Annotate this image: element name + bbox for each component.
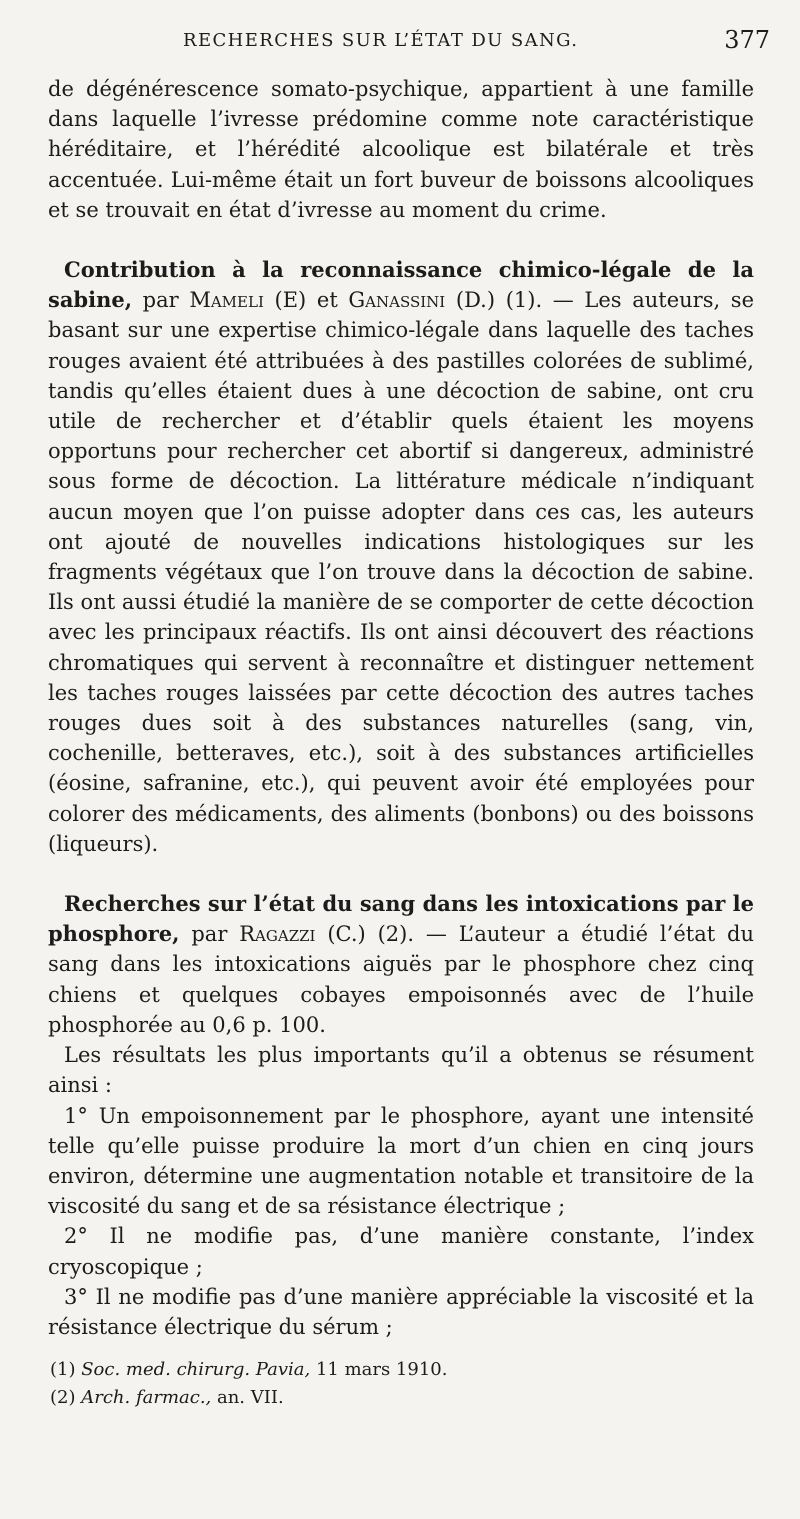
results-intro: Les résultats les plus importants qu’il a obtenus se résument ainsi : — [48, 1043, 754, 1098]
result-item: 3° Il ne modifie pas d’une manière appréciable la viscosité et la résistance électrique du sérum ; — [48, 1284, 754, 1339]
running-head — [48, 26, 770, 64]
author-name: Mameli — [189, 288, 264, 313]
article-contribution-sabine: Contribution à la reconnaissance chimico-légale de la sabine, par Mameli (E) et Ganassini (D.) (1). — Les auteurs, se basant sur une expertise chimico-légale dans laquelle des taches rouges avaient été attribuées à des pastilles colorées de sublimé, tandis qu’elles étaient dues à une décoction de sabine, ont cru utile de rechercher et d’établir quels étaient les moyens opportuns pour rechercher cet abortif si dangereux, administré sous forme de décoction. La littérature médicale n’indiquant aucun moyen que l’on puisse adopter dans ces cas, les auteurs ont ajouté de nouvelles indications histologiques sur les fragments végétaux que l’on trouve dans la décoction de sabine. Ils ont aussi étudié la manière de se comporter de cette décoction avec les principaux réactifs. Ils ont ainsi découvert des réactions chromatiques qui servent à reconnaître et distinguer nettement les taches rouges laissées par cette décoction des autres taches rouges dues soit à des substances naturelles (sang, vin, cochenille, betteraves, etc.), soit à des substances artificielles (éosine, safranine, etc.), qui peuvent avoir été employées pour colorer des médicaments, des aliments (bonbons) ou des boissons (liqueurs). — [48, 257, 755, 856]
article-body: — L’auteur a étudié l’état du sang dans les intoxications aiguës par le phosphore chez cinq chiens et quelques cobayes empoisonnés avec de l’huile phosphorée au 0,6 p. 100. — [48, 922, 754, 1037]
author-name: Ragazzi — [239, 922, 316, 947]
article-body: — Les auteurs, se basant sur une expertise chimico-légale dans laquelle des taches rouges avaient été attribuées à des pastilles colorées de sublimé, tandis qu’elles étaient dues à une décoction de sabine, ont cru utile de rechercher et d’établir quels étaient les moyens opportuns pour rechercher cet abortif si dangereux, administré sous forme de décoction. La littérature médicale n’indiquant aucun moyen que l’on puisse adopter dans ces cas, les auteurs ont ajouté de nouvelles indications histologiques sur les fragments végétaux que l’on trouve dans la décoction de sabine. Ils ont aussi étudié la manière de se comporter de cette décoction avec les principaux réactifs. Ils ont ainsi découvert des réactions chromatiques qui servent à reconnaître et distinguer nettement les taches rouges laissées par cette décoction des autres taches rouges dues soit à des substances naturelles (sang, vin, cochenille, betteraves, etc.), soit à des substances artificielles (éosine, safranine, etc.), qui peuvent avoir été employées pour colorer des médicaments, des aliments (bonbons) ou des boissons (liqueurs). — [48, 288, 755, 856]
page-body — [48, 74, 754, 1412]
result-item: 2° Il ne modifie pas, d’une manière constante, l’index cryoscopique ; — [48, 1224, 754, 1279]
continued-paragraph: de dégénérescence somato-psychique, appartient à une famille dans laquelle l’ivresse prédomine comme note caractéristique héréditaire, et l’hérédité alcoolique est bilatérale et très accentuée. Lui-même était un fort buveur de boissons alcooliques et se trouvait en état d’ivresse au moment du crime. — [48, 77, 754, 222]
author-name: Ganassini — [348, 288, 446, 313]
article-title: Recherches sur l’état du sang dans les intoxications par le phosphore, — [48, 891, 754, 947]
page-number: 377 — [724, 26, 770, 54]
article-title: Contribution à la reconnaissance chimico-légale de la sabine, — [48, 257, 754, 313]
article-recherches-sang: Recherches sur l’état du sang dans les intoxications par le phosphore, par Ragazzi (C.) (2). — L’auteur a étudié l’état du sang dans les intoxications aiguës par le phosphore chez cinq chiens et quelques cobayes empoisonnés avec de l’huile phosphorée au 0,6 p. 100. — [48, 891, 754, 1037]
footnote-1: (1) Soc. med. chirurg. Pavia, 11 mars 1910. — [50, 1359, 448, 1381]
result-item: 1° Un empoisonnement par le phosphore, ayant une intensité telle qu’elle puisse produire la mort d’un chien en cinq jours environ, détermine une augmentation notable et transitoire de la viscosité du sang et de sa résistance électrique ; — [48, 1103, 754, 1219]
footnotes — [48, 1356, 754, 1412]
footnote-2: (2) Arch. farmac., an. VII. — [50, 1387, 284, 1409]
running-head-title: RECHERCHES SUR L’ÉTAT DU SANG. — [183, 30, 579, 51]
